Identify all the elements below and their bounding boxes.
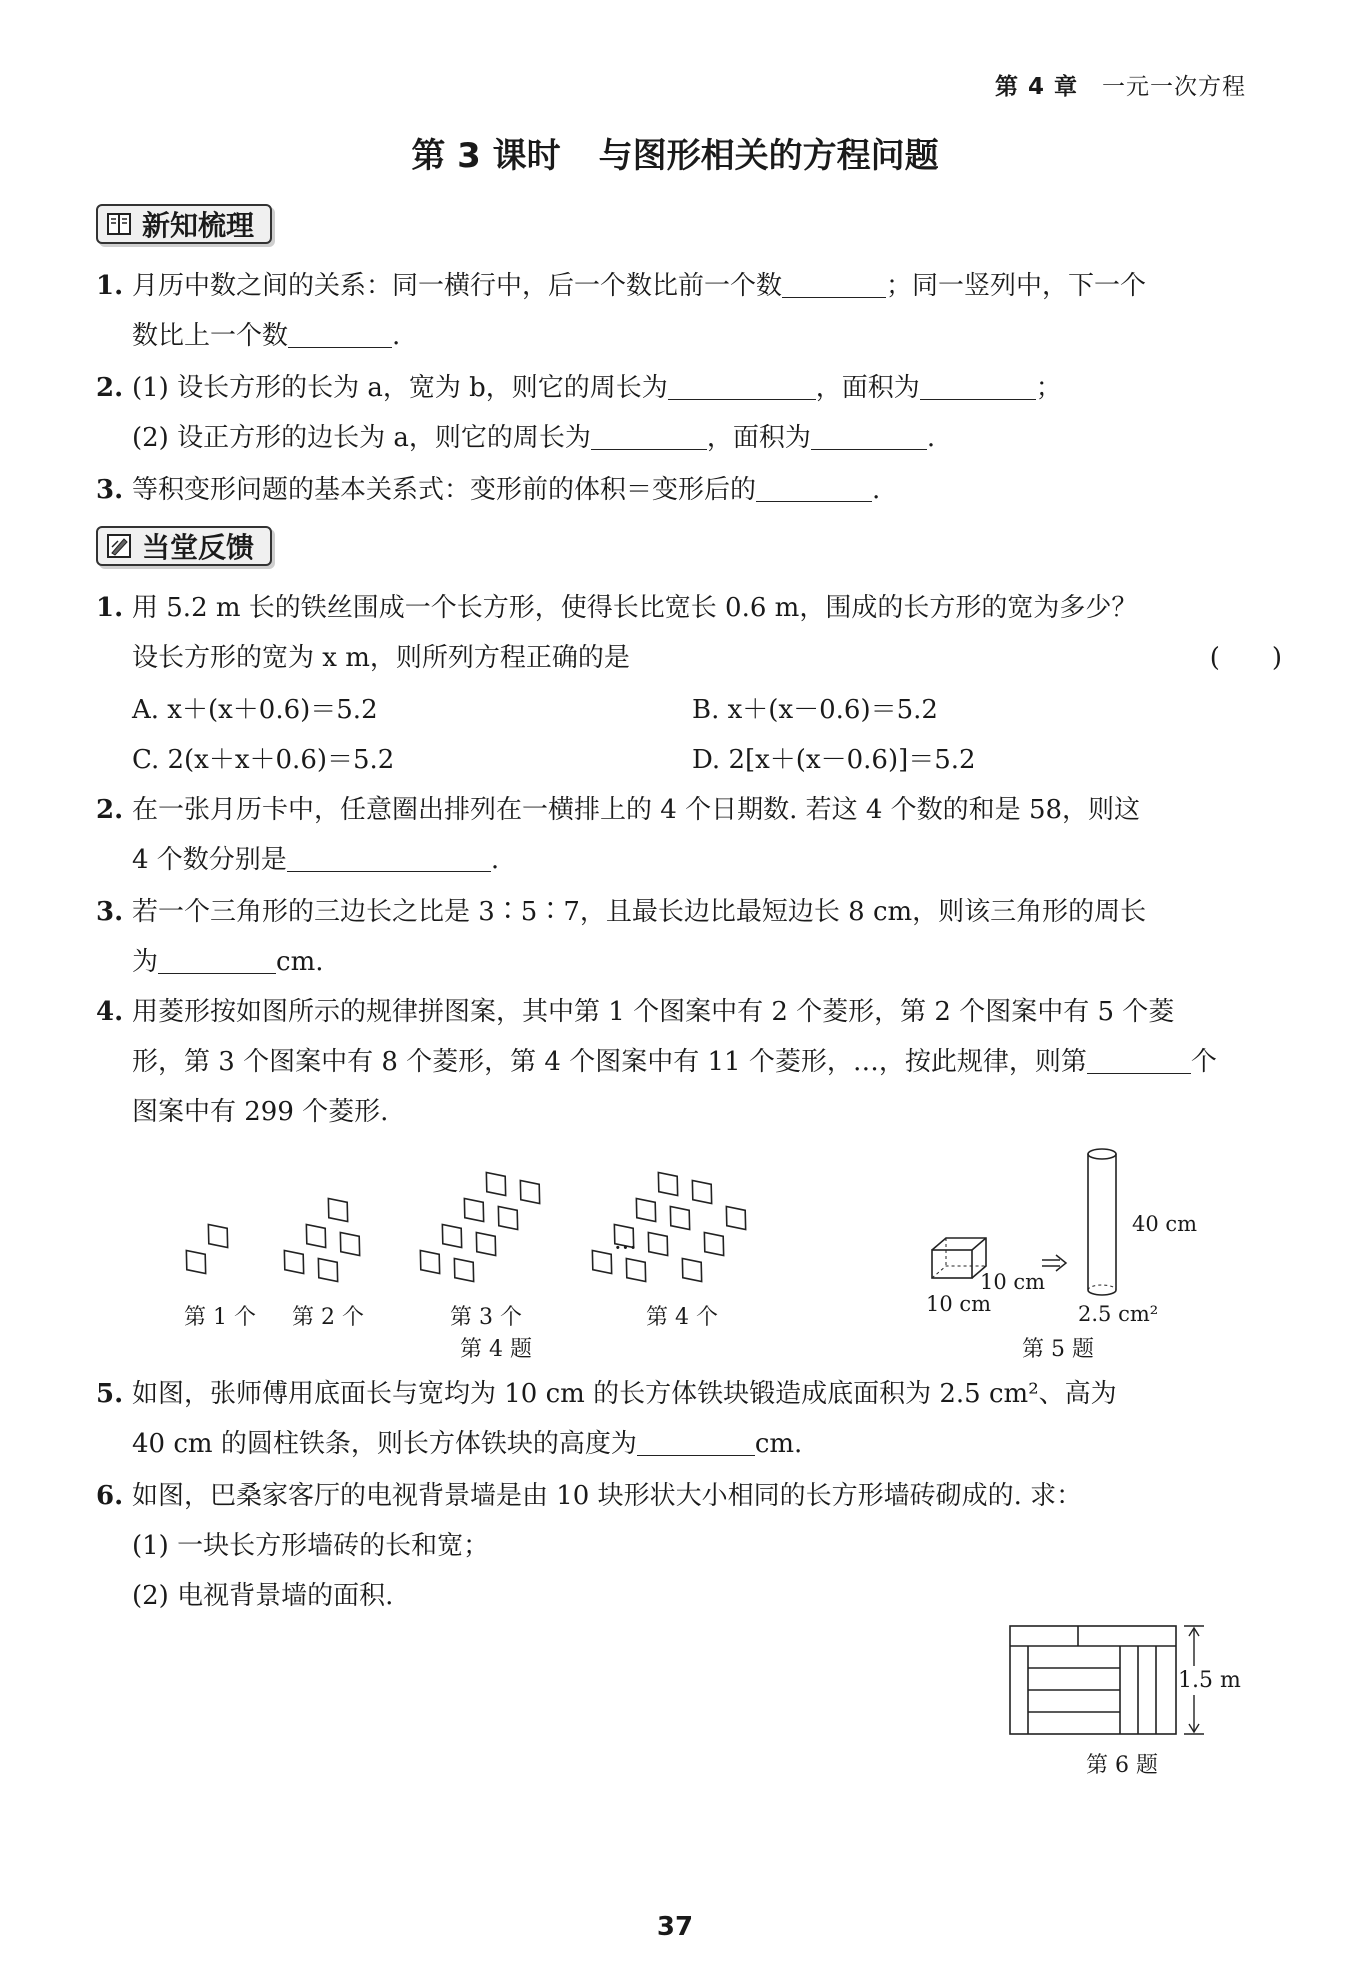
- pattern-4: [583, 1170, 755, 1289]
- lesson-topic: 与图形相关的方程问题: [598, 136, 939, 176]
- wall-height-label: 1.5 m: [1178, 1668, 1241, 1693]
- s2-q5-line1: 5. 如图，张师傅用底面长与宽均为 10 cm 的长方体铁块锻造成底面积为 2.5 cm²、高为: [96, 1379, 1117, 1409]
- lesson-label: 第 3 课时: [411, 136, 561, 176]
- figure-4-caption: 第 4 题: [460, 1337, 532, 1362]
- answer-blank[interactable]: [1087, 1047, 1191, 1074]
- s2-q1-line1: 1. 用 5.2 m 长的铁丝围成一个长方形，使得长比宽长 0.6 m，围成的长方形的宽为多少？: [96, 593, 1138, 623]
- answer-blank[interactable]: [756, 475, 872, 502]
- option-a[interactable]: A. x＋(x＋0.6)＝5.2: [132, 695, 378, 725]
- answer-blank[interactable]: [920, 373, 1036, 400]
- s1-q3: 3. 等积变形问题的基本关系式：变形前的体积＝变形后的 .: [96, 475, 881, 505]
- pencil-icon: [106, 533, 132, 559]
- ellipsis: ···: [614, 1234, 637, 1262]
- figure-5-caption: 第 5 题: [1022, 1337, 1094, 1362]
- option-c[interactable]: C. 2(x＋x＋0.6)＝5.2: [132, 745, 395, 775]
- s2-q2-line2: 4 个数分别是 .: [132, 845, 500, 875]
- s2-q2-line1: 2. 在一张月历卡中，任意圈出排列在一横排上的 4 个日期数. 若这 4 个数的和是 58，则这: [96, 795, 1141, 825]
- cylinder-area-label: 2.5 cm²: [1078, 1302, 1159, 1326]
- answer-paren[interactable]: ( ): [1209, 643, 1282, 673]
- s1-q2-line1: 2. (1) 设长方形的长为 a，宽为 b，则它的周长为 ，面积为 ；: [96, 373, 1062, 403]
- s2-q3-line1: 3. 若一个三角形的三边长之比是 3∶5∶7，且最长边比最短边长 8 cm，则该三角形的周长: [96, 897, 1147, 927]
- pattern-1: [177, 1217, 237, 1281]
- cylinder: [1088, 1149, 1116, 1295]
- cuboid: [932, 1238, 986, 1278]
- pattern-3: [411, 1170, 549, 1289]
- answer-blank[interactable]: [591, 423, 707, 450]
- section-label: 新知梳理: [142, 209, 255, 242]
- answer-blank[interactable]: [287, 845, 491, 872]
- s2-q6-part1: (1) 一块长方形墙砖的长和宽；: [132, 1531, 490, 1561]
- answer-blank[interactable]: [288, 321, 392, 348]
- chapter-title: 一元一次方程: [1102, 74, 1246, 100]
- s2-q1-options-ab: [96, 692, 1292, 728]
- answer-blank[interactable]: [782, 271, 886, 298]
- answer-blank[interactable]: [811, 423, 927, 450]
- s2-q6-line1: 6. 如图，巴桑家客厅的电视背景墙是由 10 块形状大小相同的长方形墙砖砌成的. 求：: [96, 1481, 1083, 1511]
- s1-q1-line1: 1. 月历中数之间的关系：同一横行中，后一个数比前一个数 ；同一竖列中，下一个: [96, 271, 1147, 301]
- box-width-label: 10 cm: [926, 1292, 992, 1316]
- option-b[interactable]: B. x＋(x－0.6)＝5.2: [692, 695, 938, 725]
- s2-q1-line2: 设长方形的宽为 x m，则所列方程正确的是 ( ): [96, 640, 1292, 676]
- chapter-header: [995, 68, 1246, 101]
- s1-q2-line2: (2) 设正方形的边长为 a，则它的周长为 ，面积为 .: [132, 423, 936, 453]
- figure-6-caption: 第 6 题: [1086, 1753, 1158, 1778]
- section-new-knowledge: [96, 204, 272, 244]
- pattern-4-label: 第 4 个: [646, 1305, 718, 1330]
- option-d[interactable]: D. 2[x＋(x－0.6)]＝5.2: [692, 745, 976, 775]
- s2-q4-line1: 4. 用菱形按如图所示的规律拼图案，其中第 1 个图案中有 2 个菱形，第 2 个图案中有 5 个菱: [96, 997, 1175, 1027]
- s2-q3-line2: 为 cm.: [132, 947, 324, 977]
- pattern-2-label: 第 2 个: [292, 1305, 364, 1330]
- arrow-icon: [1042, 1255, 1066, 1271]
- cylinder-height-label: 40 cm: [1132, 1212, 1198, 1236]
- s2-q4-line2: 形，第 3 个图案中有 8 个菱形，第 4 个图案中有 11 个菱形，…，按此规律，则第 个: [132, 1047, 1217, 1077]
- s2-q6-part2: (2) 电视背景墙的面积.: [132, 1581, 394, 1611]
- s2-q4-line3: 图案中有 299 个菱形.: [132, 1097, 389, 1127]
- page-title: [0, 128, 1350, 177]
- s2-q5-line2: 40 cm 的圆柱铁条，则长方体铁块的高度为 cm.: [132, 1429, 803, 1459]
- chapter-number: 第 4 章: [994, 74, 1078, 100]
- answer-blank[interactable]: [637, 1429, 755, 1456]
- section-class-feedback: [96, 526, 272, 566]
- section-label: 当堂反馈: [142, 531, 255, 564]
- box-depth-label: 10 cm: [980, 1270, 1046, 1294]
- book-icon: [106, 211, 132, 237]
- s2-q1-options-cd: [96, 742, 1292, 778]
- page-number: 37: [656, 1912, 694, 1942]
- answer-blank[interactable]: [158, 947, 276, 974]
- answer-blank[interactable]: [668, 373, 816, 400]
- pattern-1-label: 第 1 个: [184, 1305, 256, 1330]
- pattern-2: [275, 1191, 369, 1289]
- s1-q1-line2: 数比上一个数 .: [132, 321, 401, 351]
- pattern-3-label: 第 3 个: [450, 1305, 522, 1330]
